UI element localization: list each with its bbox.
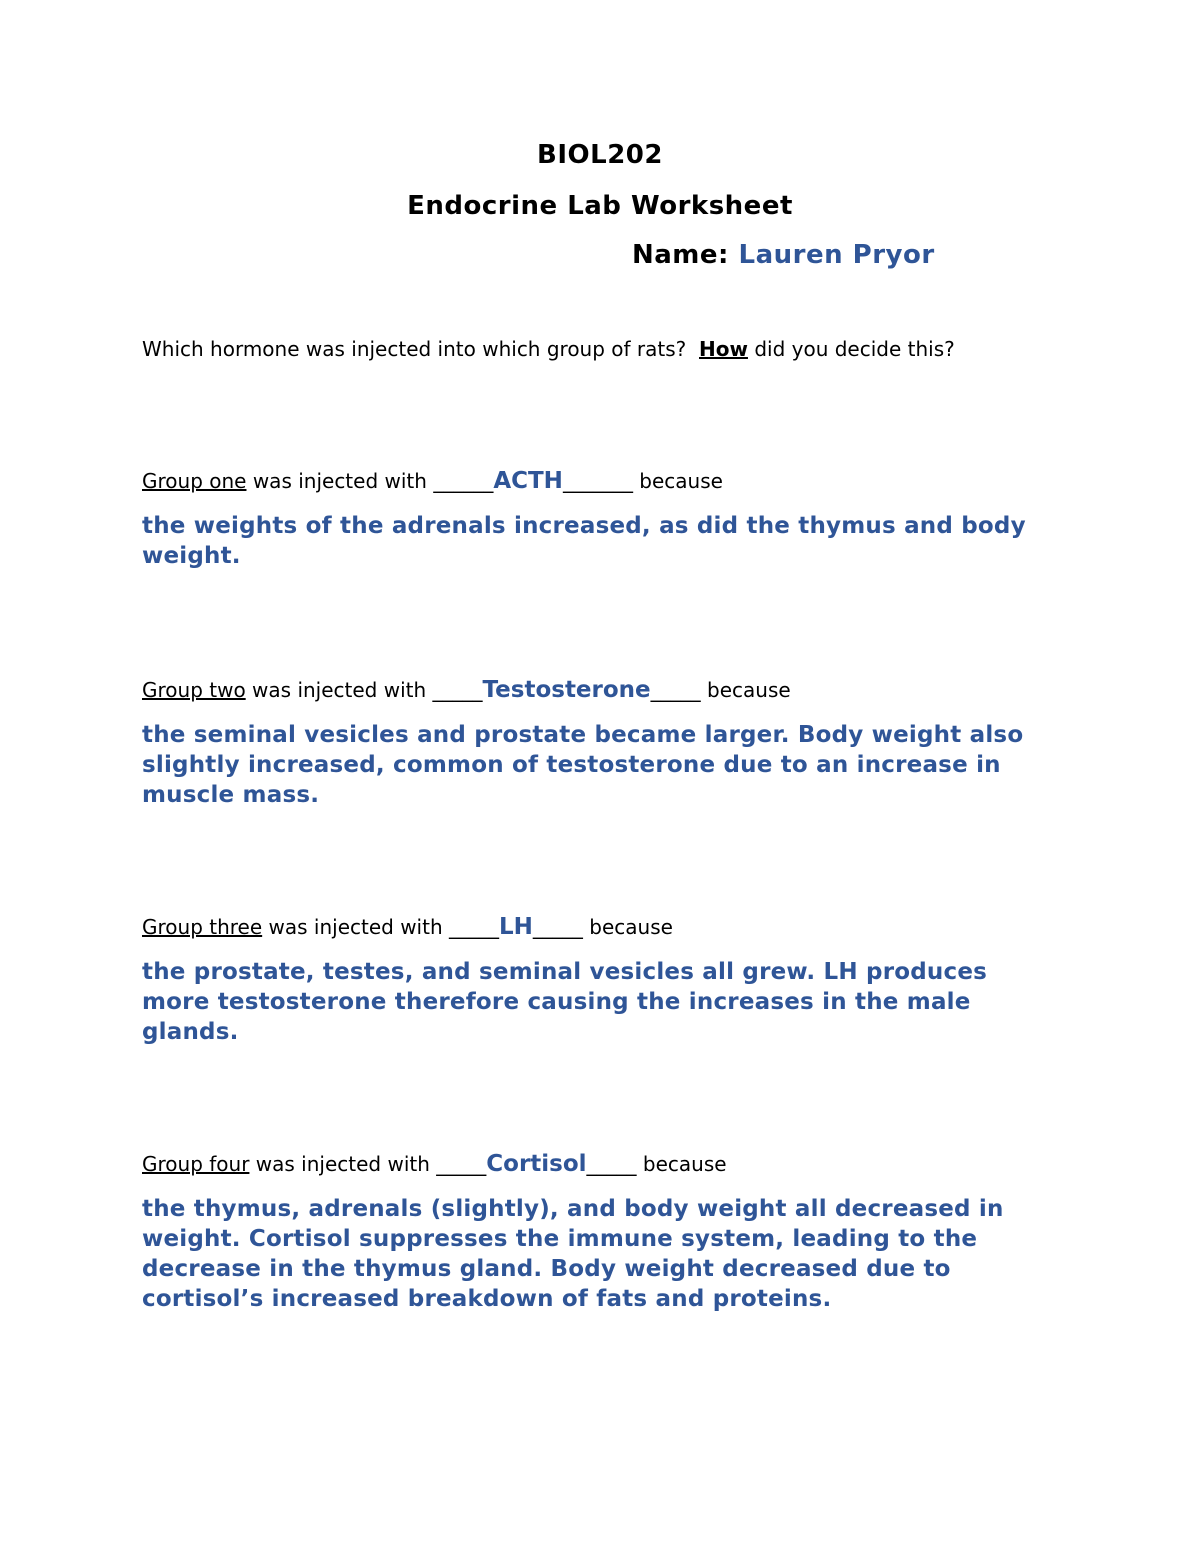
blank-right: _____	[532, 915, 583, 939]
question-prompt	[142, 337, 955, 361]
name-label: Name:	[632, 240, 729, 270]
group-label: Group three	[142, 915, 263, 939]
blank-left: _____	[436, 1152, 487, 1176]
course-code: BIOL202	[537, 140, 663, 170]
group-mid-text: was injected with	[252, 469, 427, 493]
blank-right: _______	[562, 469, 633, 493]
group-label: Group one	[142, 469, 247, 493]
hormone-answer: LH	[499, 914, 533, 940]
group-two-explanation: the seminal vesicles and prostate became larger. Body weight also slightly increased, common of testosterone due to an increase in muscle mass.	[142, 722, 1024, 808]
group-one-line	[142, 468, 723, 494]
group-two-line	[142, 677, 791, 703]
blank-left: _____	[432, 678, 483, 702]
blank-left: ______	[433, 469, 494, 493]
group-mid-text: was injected with	[268, 915, 443, 939]
blank-right: _____	[650, 678, 701, 702]
name-line	[632, 240, 935, 270]
worksheet-title: Endocrine Lab Worksheet	[407, 191, 793, 221]
question-emphasis: How	[699, 337, 748, 361]
group-four-explanation: the thymus, adrenals (slightly), and body weight all decreased in weight. Cortisol suppresses the immune system, leading to the decrease in the thymus gland. Body weight decreased due to cortisol’s increased breakdown of fats and proteins.	[142, 1196, 1004, 1312]
group-mid-text: was injected with	[252, 678, 427, 702]
group-end-text: because	[707, 678, 791, 702]
student-name: Lauren Pryor	[738, 240, 935, 270]
group-end-text: because	[589, 915, 673, 939]
group-mid-text: was injected with	[255, 1152, 430, 1176]
group-one-explanation: the weights of the adrenals increased, as did the thymus and body weight.	[142, 513, 1026, 569]
group-end-text: because	[639, 469, 723, 493]
blank-right: _____	[586, 1152, 637, 1176]
group-label: Group two	[142, 678, 246, 702]
group-four-line	[142, 1151, 727, 1177]
group-three-line	[142, 914, 673, 940]
group-label: Group four	[142, 1152, 250, 1176]
hormone-answer: Testosterone	[482, 677, 651, 703]
group-end-text: because	[642, 1152, 727, 1176]
blank-left: _____	[449, 915, 499, 939]
question-text-after: did you decide this?	[754, 337, 955, 361]
question-text-before: Which hormone was injected into which group of rats?	[142, 337, 687, 361]
hormone-answer: ACTH	[493, 468, 563, 494]
hormone-answer: Cortisol	[486, 1151, 587, 1177]
group-three-explanation: the prostate, testes, and seminal vesicles all grew. LH produces more testosterone therefore causing the increases in the male glands.	[142, 959, 988, 1045]
